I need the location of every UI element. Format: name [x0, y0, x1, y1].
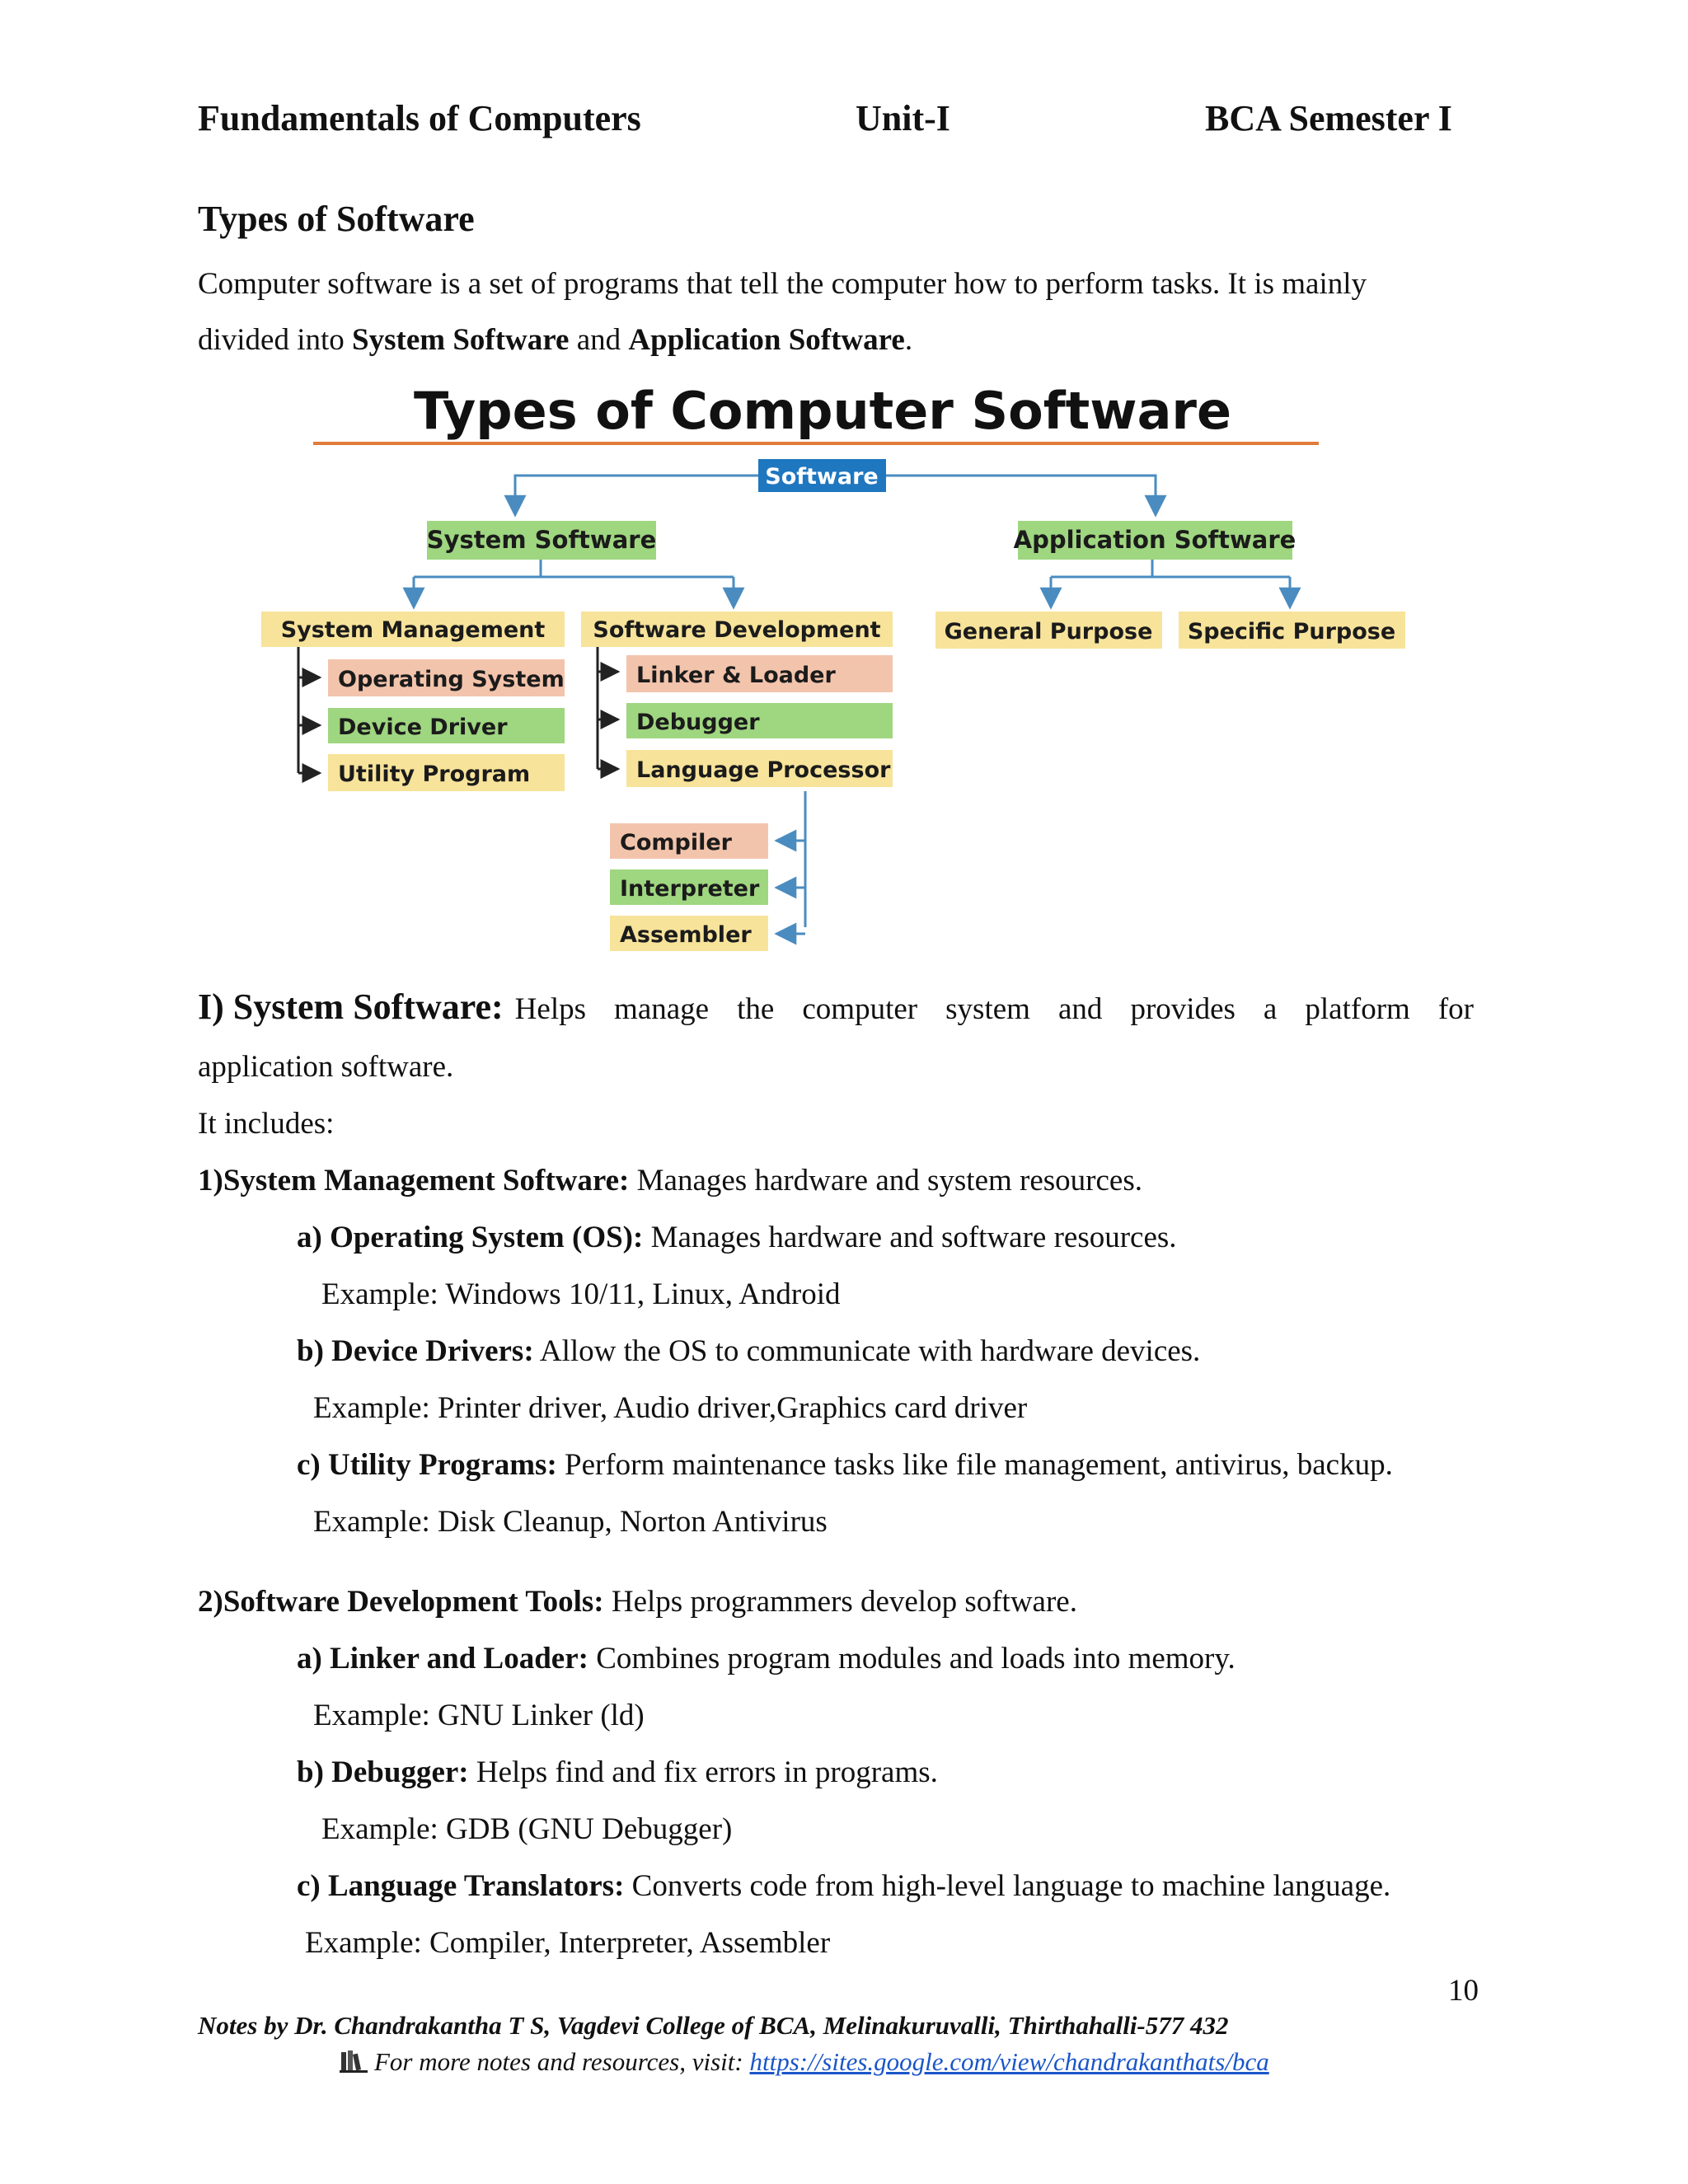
- debugger-line: [297, 1757, 938, 1788]
- node-compiler-label: Compiler: [620, 830, 732, 855]
- node-interpreter: [610, 869, 768, 905]
- software-development-desc: Helps programmers develop software.: [603, 1585, 1077, 1619]
- node-language-processor: [626, 750, 893, 787]
- node-assembler-label: Assembler: [620, 922, 752, 948]
- intro-and: and: [569, 323, 629, 357]
- utility-programs-label: c) Utility Programs:: [297, 1448, 557, 1482]
- operating-system-label: a) Operating System (OS):: [297, 1221, 644, 1254]
- intro-system-software: System Software: [352, 323, 570, 357]
- utility-programs-line: [297, 1450, 1393, 1480]
- software-types-diagram: [247, 375, 1451, 960]
- footer-link-prefix: For more notes and resources, visit:: [374, 2047, 750, 2076]
- intro-end: .: [904, 323, 913, 357]
- system-software-desc-2: application software.: [198, 1050, 454, 1084]
- linker-loader-desc: Combines program modules and loads into memory.: [588, 1642, 1236, 1675]
- books-icon: [340, 2049, 369, 2074]
- node-system-software: [427, 521, 657, 560]
- footer-note: Notes by Dr. Chandrakantha T S, Vagdevi College of BCA, Melinakuruvalli, Thirthahalli-577 432: [198, 2011, 1229, 2040]
- debugger-desc: Helps find and fix errors in programs.: [468, 1755, 938, 1789]
- node-utility-program-label: Utility Program: [338, 762, 531, 787]
- device-drivers-desc: Allow the OS to communicate with hardware devices.: [533, 1334, 1201, 1368]
- system-software-desc-1: Helps manage the computer system and provides a platform for: [514, 992, 1474, 1026]
- node-utility-program: [328, 754, 565, 791]
- node-software-development-label: Software Development: [593, 617, 881, 643]
- node-linker-loader: [626, 655, 893, 692]
- software-development-label: 2)Software Development Tools:: [198, 1585, 604, 1619]
- node-operating-system: [328, 659, 565, 696]
- intro-line-1: Computer software is a set of programs that tell the computer how to perform tasks. It is mainly: [198, 267, 1367, 301]
- device-drivers-label: b) Device Drivers:: [297, 1334, 534, 1368]
- node-software: [758, 459, 886, 492]
- node-assembler: [610, 916, 768, 951]
- node-operating-system-label: Operating System: [338, 667, 565, 692]
- software-development-line: [198, 1586, 1077, 1617]
- language-translators-line: [297, 1871, 1390, 1901]
- operating-system-line: [297, 1222, 1177, 1253]
- system-software-heading-line: [198, 986, 1474, 1028]
- system-software-heading: I) System Software:: [198, 987, 504, 1027]
- node-specific-purpose-label: Specific Purpose: [1187, 619, 1396, 644]
- node-device-driver-label: Device Driver: [338, 715, 508, 740]
- device-drivers-example: Example: Printer driver, Audio driver,Graphics card driver: [313, 1391, 1028, 1425]
- language-translators-label: c) Language Translators:: [297, 1869, 625, 1903]
- system-management-line: [198, 1165, 1142, 1196]
- device-drivers-line: [297, 1336, 1200, 1366]
- operating-system-example: Example: Windows 10/11, Linux, Android: [321, 1277, 841, 1311]
- intro-application-software: Application Software: [628, 323, 905, 357]
- linker-loader-line: [297, 1643, 1236, 1674]
- language-translators-desc: Converts code from high-level language to machine language.: [624, 1869, 1391, 1903]
- node-language-processor-label: Language Processor: [636, 757, 891, 783]
- node-interpreter-label: Interpreter: [620, 876, 760, 902]
- debugger-label: b) Debugger:: [297, 1755, 469, 1789]
- header-right: BCA Semester I: [1205, 98, 1452, 138]
- section-title: Types of Software: [198, 199, 475, 239]
- diagram-title: Types of Computer Software: [413, 381, 1232, 441]
- node-general-purpose: [935, 612, 1162, 649]
- includes-text: It includes:: [198, 1107, 335, 1141]
- node-debugger: [626, 703, 893, 738]
- intro-prefix: divided into: [198, 323, 353, 357]
- node-general-purpose-label: General Purpose: [944, 619, 1153, 644]
- node-linker-loader-label: Linker & Loader: [636, 663, 836, 688]
- header-center: Unit-I: [856, 98, 950, 138]
- node-specific-purpose: [1179, 612, 1405, 649]
- node-device-driver: [328, 708, 565, 743]
- node-compiler: [610, 823, 768, 859]
- linker-loader-example: Example: GNU Linker (ld): [313, 1699, 645, 1732]
- header-left: Fundamentals of Computers: [198, 98, 641, 138]
- footer-link[interactable]: https://sites.google.com/view/chandrakanthats/bca: [749, 2047, 1269, 2076]
- operating-system-desc: Manages hardware and software resources.: [643, 1221, 1177, 1254]
- utility-programs-desc: Perform maintenance tasks like file management, antivirus, backup.: [556, 1448, 1393, 1482]
- utility-programs-example: Example: Disk Cleanup, Norton Antivirus: [313, 1505, 828, 1539]
- node-application-software: [1014, 521, 1296, 560]
- debugger-example: Example: GDB (GNU Debugger): [321, 1812, 733, 1846]
- node-system-software-label: System Software: [426, 526, 657, 554]
- node-software-label: Software: [765, 464, 879, 490]
- system-management-desc: Manages hardware and system resources.: [629, 1164, 1142, 1197]
- node-system-management-label: System Management: [280, 617, 546, 643]
- footer-link-line: [340, 2047, 1269, 2077]
- page-number: 10: [1448, 1974, 1479, 2008]
- intro-line-2: [198, 325, 912, 355]
- node-debugger-label: Debugger: [636, 710, 760, 735]
- node-software-development: [581, 612, 893, 647]
- linker-loader-label: a) Linker and Loader:: [297, 1642, 588, 1675]
- language-translators-example: Example: Compiler, Interpreter, Assembler: [305, 1926, 831, 1960]
- node-application-software-label: Application Software: [1013, 526, 1296, 554]
- node-system-management: [261, 612, 565, 647]
- system-management-label: 1)System Management Software:: [198, 1164, 630, 1197]
